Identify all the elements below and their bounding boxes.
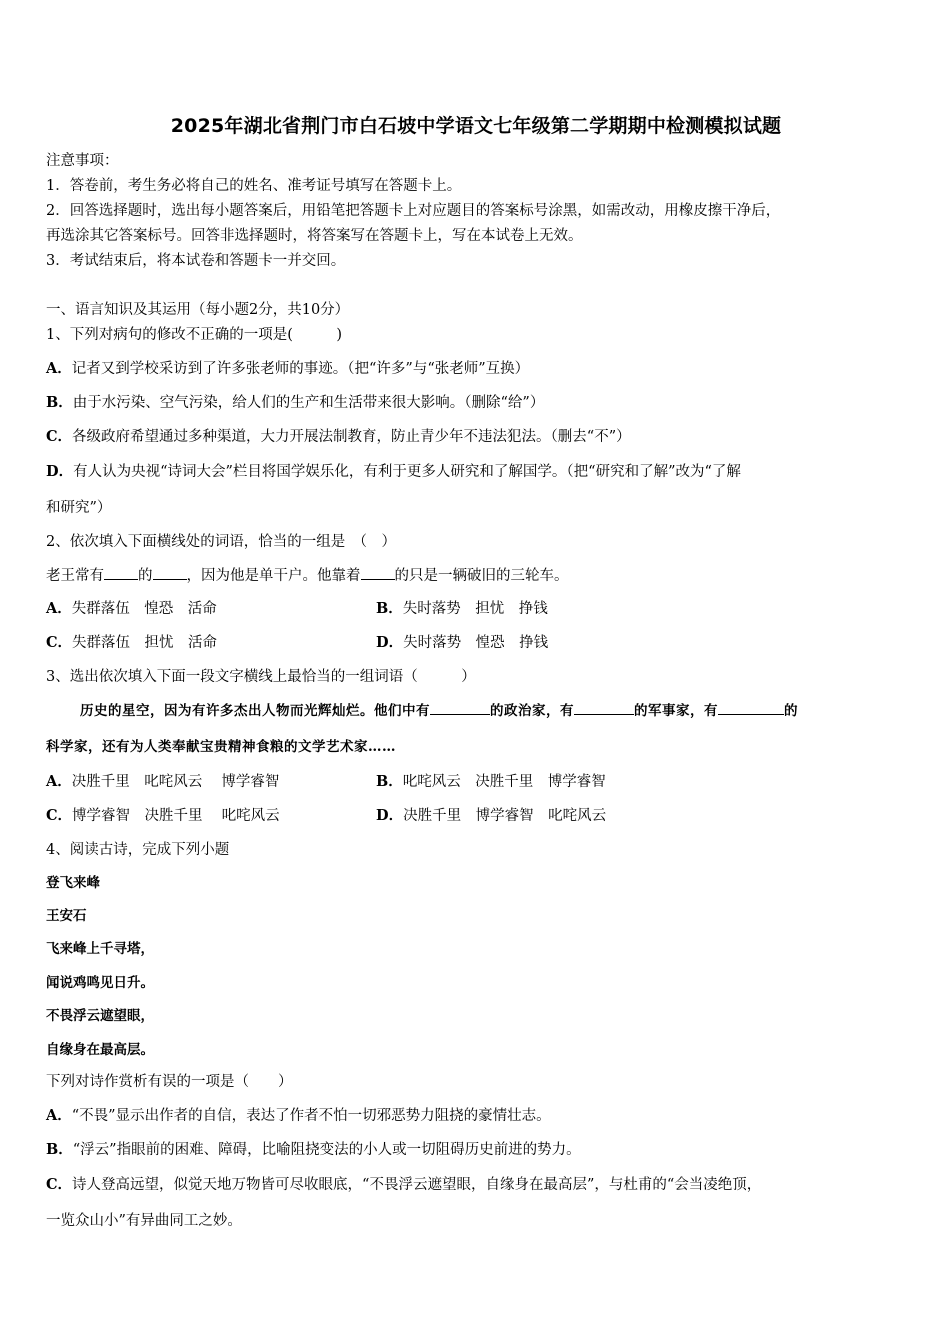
option-text: 决胜千里 叱咤风云 博学睿智 [71, 774, 280, 790]
option-text: “不畏”显示出作者的自信，表达了作者不怕一切邪恶势力阻挠的豪情壮志。 [71, 1108, 551, 1124]
option-text: 叱咤风云 决胜千里 博学睿智 [402, 774, 606, 790]
notice-item-1: 1．答卷前，考生务必将自己的姓名、准考证号填写在答题卡上。 [46, 178, 462, 194]
option-letter: C． [46, 428, 73, 445]
q1-option-a [46, 358, 529, 380]
option-letter: B． [376, 773, 403, 790]
q3-option-a [46, 774, 279, 790]
answer-blank[interactable] [718, 700, 784, 715]
poem-line-1: 飞来峰上千寻塔， [46, 941, 154, 957]
option-letter: C． [46, 634, 73, 651]
q2-stem: 2、依次填入下面横线处的词语，恰当的一组是 （ ） [46, 534, 396, 550]
sentence-part: 的 [138, 568, 153, 584]
q2-option-a [46, 601, 217, 617]
q2-option-c [46, 635, 217, 651]
option-letter: A． [46, 600, 72, 617]
q4-option-b [46, 1139, 581, 1161]
option-letter: D． [376, 807, 404, 824]
page-title: 2025年湖北省荆门市白石坡中学语文七年级第二学期期中检测模拟试题 [170, 115, 782, 137]
option-text: 失群落伍 惶恐 活命 [71, 601, 217, 617]
option-letter: B． [46, 1141, 73, 1158]
poem-title: 登飞来峰 [46, 875, 100, 891]
q4-option-a [46, 1105, 551, 1127]
option-text: 失群落伍 担忧 活命 [72, 635, 218, 651]
q2-options-row-1 [46, 598, 906, 620]
option-letter: D． [376, 634, 404, 651]
q3-passage-line-2: 科学家，还有为人类奉献宝贵精神食粮的文学艺术家…… [46, 739, 396, 755]
q1-option-b [46, 392, 544, 414]
q3-option-d [376, 805, 606, 827]
q1-option-c [46, 426, 631, 448]
q4-stem: 4、阅读古诗，完成下列小题 [46, 842, 230, 858]
q4-sub-stem: 下列对诗作赏析有误的一项是（ ） [46, 1074, 293, 1090]
option-text: 博学睿智 决胜千里 叱咤风云 [72, 808, 280, 824]
q4-option-c-continued: 一览众山小”有异曲同工之妙。 [46, 1213, 242, 1229]
option-text: 决胜千里 博学睿智 叱咤风云 [403, 808, 607, 824]
option-text: 由于水污染、空气污染，给人们的生产和生活带来很大影响。（删除“给”） [72, 395, 545, 411]
poem-line-4: 自缘身在最高层。 [46, 1042, 154, 1058]
option-text: 诗人登高远望，似觉天地万物皆可尽收眼底，“不畏浮云遮望眼，自缘身在最高层”，与杜甫的“会当凌绝顶， [72, 1177, 762, 1193]
option-text: 失时落势 担忧 挣钱 [402, 601, 548, 617]
passage-part: 的政治家，有 [490, 703, 574, 719]
poem-line-2: 闻说鸡鸣见日升。 [46, 975, 154, 991]
q3-stem: 3、选出依次填入下面一段文字横线上最恰当的一组词语（ ） [46, 669, 476, 685]
poem-line-3: 不畏浮云遮望眼， [46, 1008, 154, 1024]
option-letter: A． [46, 773, 72, 790]
passage-part: 的军事家，有 [634, 703, 718, 719]
sentence-part: 老王常有 [46, 568, 104, 584]
answer-blank[interactable] [430, 700, 490, 715]
option-letter: C． [46, 1176, 73, 1193]
q2-sentence [46, 565, 569, 587]
answer-blank[interactable] [153, 565, 187, 580]
notice-item-2-line-2: 再选涂其它答案标号。回答非选择题时，将答案写在答题卡上，写在本试卷上无效。 [46, 228, 583, 244]
sentence-part: 的只是一辆破旧的三轮车。 [394, 568, 569, 584]
option-letter: C． [46, 807, 73, 824]
q2-option-b [376, 598, 548, 620]
q3-options-row-2 [46, 805, 906, 827]
answer-blank[interactable] [104, 565, 138, 580]
option-text: 失时落势 惶恐 挣钱 [403, 635, 549, 651]
poem-author: 王安石 [46, 908, 87, 924]
option-letter: A． [46, 1107, 72, 1124]
notice-item-3: 3．考试结束后，将本试卷和答题卡一并交回。 [46, 253, 346, 269]
option-text: “浮云”指眼前的困难、障碍，比喻阻挠变法的小人或一切阻碍历史前进的势力。 [72, 1142, 581, 1158]
notice-heading: 注意事项： [46, 153, 119, 169]
option-letter: D． [46, 463, 74, 480]
option-letter: B． [376, 600, 403, 617]
passage-part: 的 [784, 703, 798, 719]
answer-blank[interactable] [361, 565, 395, 580]
q3-option-c [46, 808, 280, 824]
q2-option-d [376, 632, 548, 654]
section-heading: 一、语言知识及其运用（每小题2分，共10分） [46, 302, 350, 318]
q3-passage-line-1 [80, 700, 798, 722]
q3-option-b [376, 771, 606, 793]
option-text: 各级政府希望通过多种渠道，大力开展法制教育，防止青少年不违法犯法。（删去“不”） [72, 429, 631, 445]
option-letter: A． [46, 360, 72, 377]
option-letter: B． [46, 394, 73, 411]
notice-item-2-line-1: 2．回答选择题时，选出每小题答案后，用铅笔把答题卡上对应题目的答案标号涂黑，如需改动，用橡皮擦干净后， [46, 203, 781, 219]
q1-option-d-continued: 和研究”） [46, 500, 112, 516]
passage-part: 历史的星空，因为有许多杰出人物而光辉灿烂。他们中有 [80, 703, 430, 719]
q4-option-c [46, 1174, 761, 1196]
q3-options-row-1 [46, 771, 906, 793]
option-text: 记者又到学校采访到了许多张老师的事迹。（把“许多”与“张老师”互换） [71, 361, 530, 377]
q2-options-row-2 [46, 632, 906, 654]
answer-blank[interactable] [574, 700, 634, 715]
q1-option-d [46, 461, 741, 483]
sentence-part: ，因为他是单干户。他靠着 [186, 568, 361, 584]
option-text: 有人认为央视“诗词大会”栏目将国学娱乐化，有利于更多人研究和了解国学。（把“研究和了解”改为“了解 [73, 464, 741, 480]
q1-stem: 1、下列对病句的修改不正确的一项是( ) [46, 327, 343, 343]
